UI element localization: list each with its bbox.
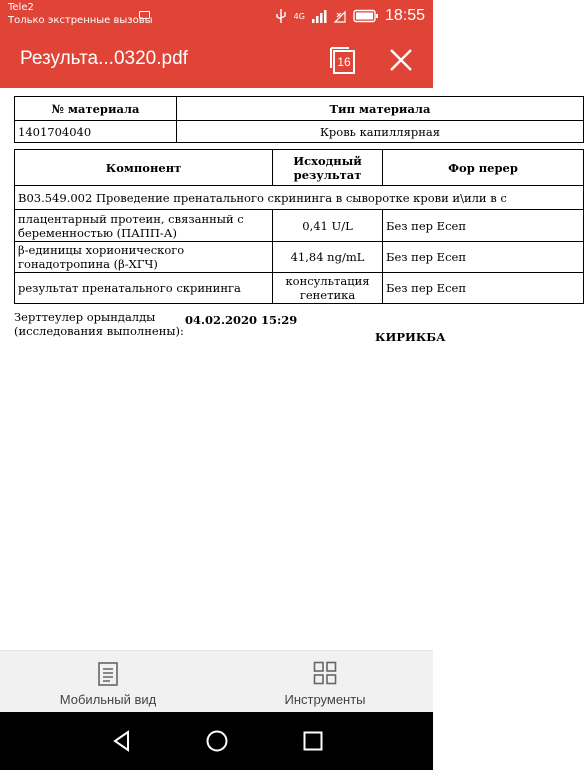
truncated-header: Фор перер [383, 150, 584, 186]
page-number: 16 [337, 55, 351, 69]
completion-label-ru: (исследования выполнены): [14, 324, 184, 338]
tools-button[interactable] [217, 651, 433, 713]
keyboard-icon [139, 11, 150, 19]
result-cell: консультация генетика [273, 273, 383, 304]
recents-icon [301, 729, 325, 753]
completion-note [14, 310, 574, 350]
tools-label: Инструменты [284, 692, 366, 707]
material-type-header: Тип материала [177, 97, 584, 121]
clock: 18:55 [384, 7, 425, 24]
document-lines-icon [97, 661, 119, 687]
close-icon [388, 47, 414, 73]
result-cell: 41,84 ng/mL [273, 242, 383, 273]
usb-icon [274, 8, 288, 24]
signer-name: КИРИКБА [375, 330, 446, 344]
tail-cell: Без пер Есеп [383, 242, 584, 273]
material-type-cell: Кровь капиллярная [177, 121, 584, 143]
results-table [14, 149, 584, 304]
carrier-name: Tele2 [8, 2, 34, 13]
app-bar [0, 32, 433, 88]
completion-date: 04.02.2020 15:29 [185, 313, 298, 327]
status-bar [0, 0, 433, 32]
table-row [15, 210, 584, 242]
table-row [15, 273, 584, 304]
back-icon [110, 729, 134, 753]
material-number-cell: 1401704040 [15, 121, 177, 143]
signal-icon [311, 8, 327, 24]
recents-button[interactable] [301, 729, 325, 753]
tail-cell: Без пер Есеп [383, 273, 584, 304]
section-row: B03.549.002 Проведение пренатального скрининга в сыворотке крови и\или в с [15, 186, 584, 210]
network-type: 4G [293, 11, 305, 21]
component-cell: плацентарный протеин, связанный с беременностью (ПАПП-А) [15, 210, 273, 242]
component-cell: результат пренатального скрининга [15, 273, 273, 304]
grid-icon [313, 661, 337, 685]
no-sim-signal-icon [333, 8, 347, 24]
material-number-header: № материала [15, 97, 177, 121]
page-selector-button[interactable] [327, 44, 357, 76]
document-title: Результа...0320.pdf [20, 48, 188, 69]
pdf-viewport[interactable] [0, 88, 518, 650]
pdf-page [14, 96, 574, 350]
material-table [14, 96, 584, 143]
table-row [15, 242, 584, 273]
back-button[interactable] [110, 729, 134, 753]
mobile-view-button[interactable] [0, 651, 216, 713]
component-cell: β-единицы хорионического гонадотропина (β-ХГЧ) [15, 242, 273, 273]
mobile-view-label: Мобильный вид [59, 692, 157, 707]
initial-result-header: Исходный результат [273, 150, 383, 186]
bottom-toolbar [0, 650, 433, 712]
result-cell: 0,41 U/L [273, 210, 383, 242]
navigation-bar [0, 712, 433, 770]
battery-icon [353, 9, 379, 23]
close-button[interactable] [388, 47, 414, 73]
home-button[interactable] [205, 729, 229, 753]
emergency-calls-text: Только экстренные вызовы [8, 15, 153, 26]
status-icons [274, 6, 425, 26]
completion-label-kz: Зерттеулер орындалды [14, 310, 156, 324]
home-icon [205, 729, 229, 753]
component-header: Компонент [15, 150, 273, 186]
tail-cell: Без пер Есеп [383, 210, 584, 242]
